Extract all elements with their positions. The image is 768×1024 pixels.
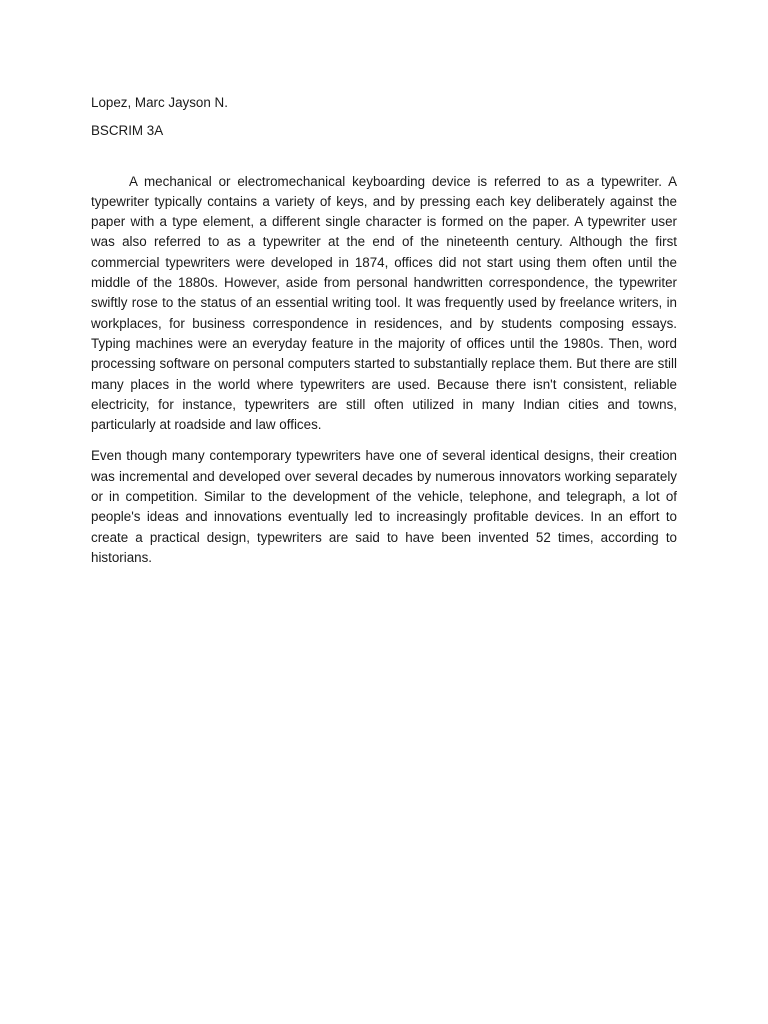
course-section: BSCRIM 3A: [91, 123, 164, 139]
paragraph-1: A mechanical or electromechanical keyboarding device is referred to as a typewriter. A typewriter typically contains a variety of keys, and by pressing each key deliberately against the paper with a type element, a different single character is formed on the paper. A typewriter user was also referred to as a typewriter at the end of the nineteenth century. Although the first commercial typewriters were developed in 1874, offices did not start using them often until the middle of the 1880s. However, aside from personal handwritten correspondence, the typewriter swiftly rose to the status of an essential writing tool. It was frequently used by freelance writers, in workplaces, for business correspondence in residences, and by students composing essays. Typing machines were an everyday feature in the majority of offices until the 1980s. Then, word processing software on personal computers started to substantially replace them. But there are still many places in the world where typewriters are used. Because there isn't consistent, reliable electricity, for instance, typewriters are still often utilized in many Indian cities and towns, particularly at roadside and law offices.: [91, 173, 677, 433]
author-name: Lopez, Marc Jayson N.: [91, 95, 228, 110]
document-body: [91, 93, 677, 568]
paragraph-2: Even though many contemporary typewriters have one of several identical designs, their creation was incremental and developed over several decades by numerous innovators working separately or in competition. Similar to the development of the vehicle, telephone, and telegraph, a lot of people's ideas and innovations eventually led to increasingly profitable devices. In an effort to create a practical design, typewriters are said to have been invented 52 times, according to historians.: [91, 448, 677, 565]
